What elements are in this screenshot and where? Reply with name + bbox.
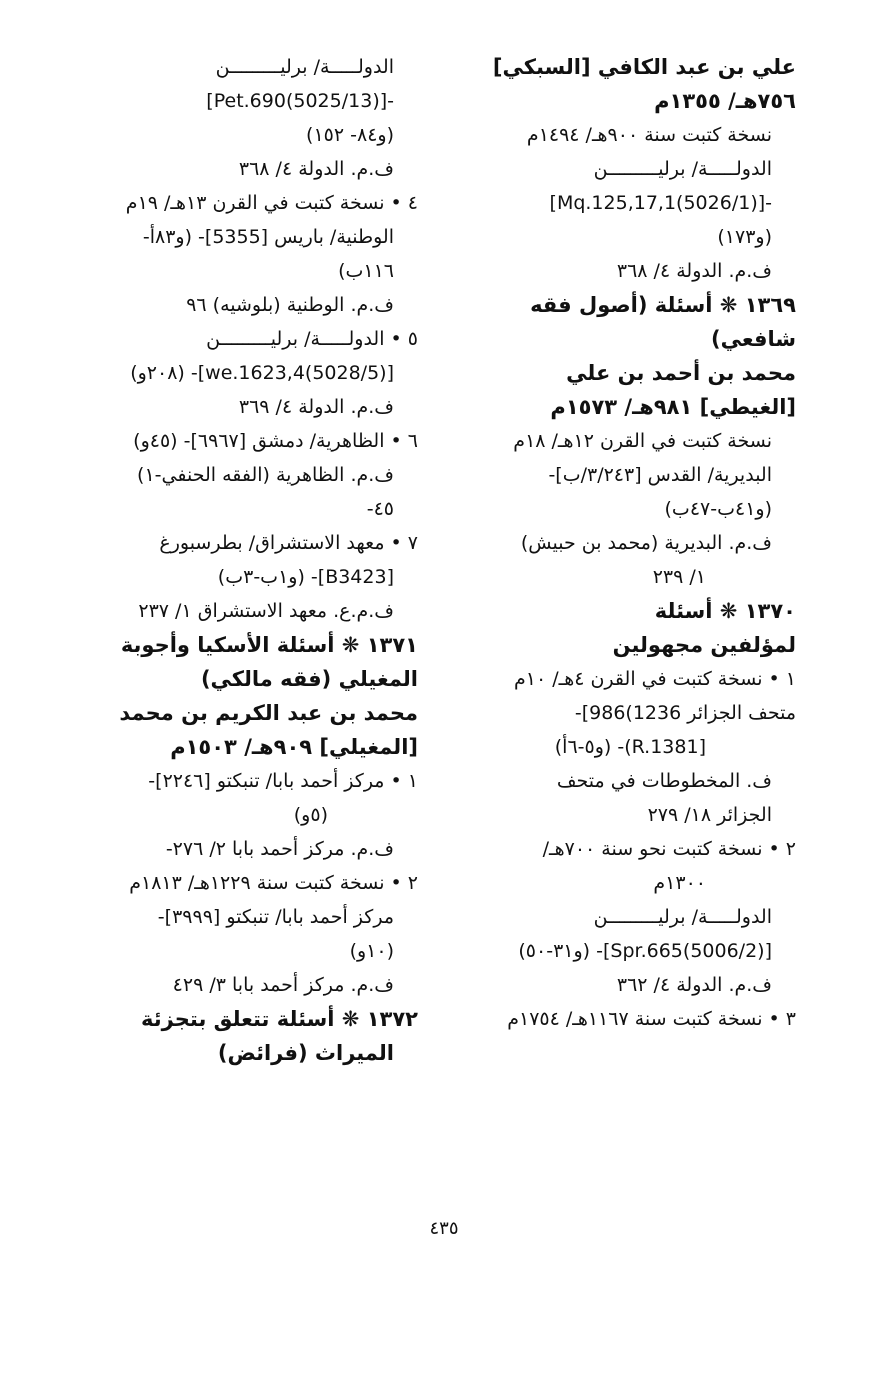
- right-column-line: ف.م. الدولة ٤/ ٣٦٨: [616, 260, 772, 282]
- right-column-line: الدولـــــة/ برليـــــــــن: [593, 158, 772, 180]
- left-column-line: المغيلي (فقه مالكي): [200, 667, 418, 691]
- left-column-line: ١٣٧٢ ❋ أسئلة تتعلق بتجزئة: [141, 1007, 418, 1031]
- right-column-line: -[(5026/1)Mq.125,17,1]: [549, 192, 772, 214]
- left-column-line: ٥ • الدولـــــة/ برليـــــــــن: [206, 328, 418, 350]
- left-column-line: [(5028/5)we.1623,4]- (٢٠٨و): [130, 362, 394, 384]
- right-column-line: نسخة كتبت في القرن ١٢هـ/ ١٨م: [513, 430, 772, 452]
- right-column-line: ١٣٠٠م: [653, 872, 706, 894]
- left-column-line: ف.م. مركز أحمد بابا ٢/ ٢٧٦-: [165, 838, 394, 860]
- right-column-line: لمؤلفين مجهولين: [612, 633, 796, 657]
- right-column-line: الدولـــــة/ برليـــــــــن: [593, 906, 772, 928]
- right-column-line: ٢ • نسخة كتبت نحو سنة ٧٠٠هـ/: [542, 838, 796, 860]
- left-column-line: الوطنية/ باريس [5355]- (و٨٣أ-: [142, 226, 394, 248]
- left-column-line: [B3423]- (و١ب-٣ب): [217, 566, 394, 588]
- right-column-line: علي بن عبد الكافي [السبكي]: [492, 55, 796, 79]
- right-column: [456, 50, 796, 1036]
- right-column-line: ١/ ٢٣٩: [652, 566, 706, 588]
- right-column-line: شافعي): [711, 327, 796, 351]
- left-column-line: (٥و): [293, 804, 328, 826]
- right-column-line: البديرية/ القدس [٣/٢٤٣/ب]-: [548, 464, 772, 486]
- right-column-line: نسخة كتبت سنة ٩٠٠هـ/ ١٤٩٤م: [526, 124, 772, 146]
- left-column-line: ف.م. مركز أحمد بابا ٣/ ٤٢٩: [172, 974, 394, 996]
- left-column-line: الميراث (فرائض): [217, 1041, 394, 1065]
- right-column-line: ف.م. الدولة ٤/ ٣٦٢: [616, 974, 772, 996]
- right-column-line: (و١٧٣): [717, 226, 772, 248]
- right-column-line: ٧٥٦هـ/ ١٣٥٥م: [654, 89, 796, 113]
- left-column-line: -[(5025/13)Pet.690]: [206, 90, 394, 112]
- left-column-line: [المغيلي] ٩٠٩هـ/ ١٥٠٣م: [170, 735, 418, 759]
- page-number: ٤٣٥: [429, 1218, 459, 1239]
- right-column-line: متحف الجزائر 1236)986]-: [574, 702, 796, 724]
- left-column-line: ١١٦ب): [338, 260, 394, 282]
- right-column-line: ١٣٧٠ ❋ أسئلة: [654, 599, 796, 623]
- left-column-line: الدولـــــة/ برليـــــــــن: [215, 56, 394, 78]
- left-column: [63, 50, 418, 1070]
- left-column-line: ١ • مركز أحمد بابا/ تنبكتو [٢٢٤٦]-: [148, 770, 418, 792]
- left-column-line: ٦ • الظاهرية/ دمشق [٦٩٦٧]- (٤٥و): [133, 430, 418, 452]
- left-column-line: ف.م. الدولة ٤/ ٣٦٨: [238, 158, 394, 180]
- right-column-line: [R.1381)- (و٥-٦أ): [554, 736, 706, 758]
- left-column-line: ٤ • نسخة كتبت في القرن ١٣هـ/ ١٩م: [125, 192, 418, 214]
- right-column-line: ف.م. البديرية (محمد بن حبيش): [520, 532, 772, 554]
- left-column-line: (و٨٤- ١٥٢): [306, 124, 394, 146]
- right-column-line: (و٤١ب-٤٧ب): [664, 498, 772, 520]
- left-column-line: ف.م. الدولة ٤/ ٣٦٩: [238, 396, 394, 418]
- right-column-line: [(5006/2)Spr.665]- (و٣١-٥٠): [518, 940, 772, 962]
- left-column-line: ١٣٧١ ❋ أسئلة الأسكيا وأجوبة: [120, 633, 418, 657]
- right-column-line: ١ • نسخة كتبت في القرن ٤هـ/ ١٠م: [514, 668, 796, 690]
- left-column-line: ٤٥-: [366, 498, 394, 520]
- right-column-line: الجزائر ١٨/ ٢٧٩: [647, 804, 772, 826]
- left-column-line: ٢ • نسخة كتبت سنة ١٢٢٩هـ/ ١٨١٣م: [129, 872, 418, 894]
- left-column-line: محمد بن عبد الكريم بن محمد: [119, 701, 418, 725]
- left-column-line: مركز أحمد بابا/ تنبكتو [٣٩٩٩]-: [157, 906, 394, 928]
- right-column-line: ف. المخطوطات في متحف: [556, 770, 772, 792]
- left-column-line: ف.م. الظاهرية (الفقه الحنفي-١): [137, 464, 394, 486]
- left-column-line: ف.م.ع. معهد الاستشراق ١/ ٢٣٧: [138, 600, 394, 622]
- left-column-line: ف.م. الوطنية (بلوشيه) ٩٦: [186, 294, 394, 316]
- right-column-line: محمد بن أحمد بن علي: [566, 361, 796, 385]
- left-column-line: (١٠و): [349, 940, 394, 962]
- right-column-line: [الغيطي] ٩٨١هـ/ ١٥٧٣م: [550, 395, 796, 419]
- right-column-line: ١٣٦٩ ❋ أسئلة (أصول فقه: [530, 293, 796, 317]
- left-column-line: ٧ • معهد الاستشراق/ بطرسبورغ: [159, 532, 418, 554]
- right-column-line: ٣ • نسخة كتبت سنة ١١٦٧هـ/ ١٧٥٤م: [507, 1008, 796, 1030]
